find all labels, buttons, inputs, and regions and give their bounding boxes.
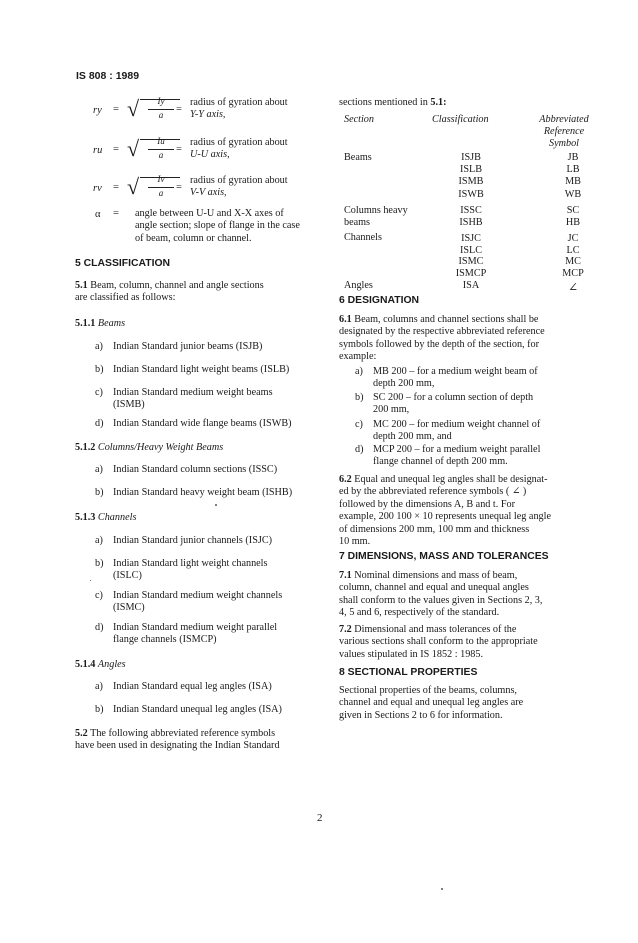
list-item: b) Indian Standard heavy weight beam (ISHB) [95, 487, 293, 498]
radical-sign: √ [127, 136, 140, 161]
symbol-alpha: α [95, 209, 101, 220]
table-intro: sections mentioned in 5.1: [339, 97, 447, 108]
radical-sign: √ [127, 174, 140, 199]
symbol-ry: ry [93, 105, 102, 116]
section-heading-designation: 6 DESIGNATION [339, 295, 420, 306]
subsection-5-1-1: 5.1.1 Beams [75, 318, 126, 329]
table-row-section: Beams [344, 152, 372, 163]
symbol-rv-description: radius of gyration about V-V axis, [190, 175, 288, 199]
paragraph-7-1: 7.1 Nominal dimensions and mass of beam, column, channel and equal and unequal angles shall conform to the values given in Sections 2, 3, 4, 5 and 6, respectively of the standard. [339, 570, 543, 619]
paragraph-7-2: 7.2 Dimensional and mass tolerances of the various sections shall conform to the appropriate values stipulated in IS 1852 : 1985. [339, 624, 538, 660]
subsection-5-1-4: 5.1.4 Angles [75, 659, 126, 670]
table-header-abbrev: Abbreviated Reference Symbol [539, 114, 589, 150]
table-header-section: Section [344, 114, 374, 125]
section-heading-dimensions: 7 DIMENSIONS, MASS AND TOLERANCES [339, 551, 549, 562]
table-row-section: Channels [344, 232, 382, 243]
symbol-alpha-description: angle between U-U and X-X axes of angle section; slope of flange in the case of beam, column or channel. [135, 208, 300, 244]
symbol-ru-description: radius of gyration about U-U axis, [190, 137, 288, 161]
list-item: a) Indian Standard column sections (ISSC) [95, 464, 278, 475]
section-heading-classification: 5 CLASSIFICATION [75, 258, 171, 269]
fraction-denominator: a [158, 188, 164, 198]
symbol-rv: rv [93, 183, 102, 194]
table-row-section: Columns heavy beams [344, 205, 408, 228]
symbol-ru: ru [93, 145, 103, 156]
list-item: a) Indian Standard junior beams (ISJB) [95, 341, 263, 352]
list-item: a) Indian Standard junior channels (ISJC) [95, 535, 273, 546]
table-row-symbol: SC HB [565, 205, 581, 229]
table-row-symbol: JC LC MC MCP [562, 233, 584, 279]
fraction-numerator: Iv [157, 174, 165, 184]
list-item: d) Indian Standard wide flange beams (ISWB) [95, 418, 292, 429]
scan-speck [90, 580, 91, 581]
list-item: d) Indian Standard medium weight parallel flange channels (ISMCP) [95, 622, 278, 646]
paragraph-5-1: 5.1 Beam, column, channel and angle sections are classified as follows: [75, 280, 264, 304]
subsection-5-1-3: 5.1.3 Channels [75, 512, 137, 523]
fraction-denominator: a [158, 150, 164, 160]
scan-speck [441, 888, 443, 890]
subsection-5-1-2: 5.1.2 Columns/Heavy Weight Beams [75, 442, 224, 453]
list-item: d) MCP 200 – for a medium weight parallel flange channel of depth 200 mm. [355, 444, 541, 468]
list-item: c) MC 200 – for medium weight channel of depth 200 mm, and [355, 419, 541, 443]
paragraph-6-1: 6.1 Beam, columns and channel sections shall be designated by the respective abbreviated reference symbols followed by the depth of the section, for example: [339, 314, 545, 363]
angle-symbol-icon: ∠ [567, 280, 579, 294]
paragraph-5-2: 5.2 The following abbreviated reference symbols have been used in designating the Indian Standard [75, 728, 280, 752]
table-row-classification: ISJB ISLB ISMB ISWB [458, 152, 484, 200]
equals-sign: = [113, 104, 119, 115]
list-item: b) Indian Standard unequal leg angles (ISA) [95, 704, 282, 715]
list-item: b) Indian Standard light weight channels (ISLC) [95, 558, 268, 582]
fraction-numerator: Iy [157, 96, 165, 106]
list-item: a) Indian Standard equal leg angles (ISA) [95, 681, 272, 692]
table-row-classification: ISSC ISHB [459, 205, 483, 229]
table-header-classification: Classification [432, 114, 489, 125]
paragraph-6-2: 6.2 Equal and unequal leg angles shall be designat- ed by the abbreviated reference symbols ( ∠ ) followed by the dimensions A, B and t. For example, 200 100 × 10 represents unequal leg angle of dimensions 200 mm, 100 mm and thickness 10 mm. [339, 474, 551, 548]
section-heading-sectional-properties: 8 SECTIONAL PROPERTIES [339, 667, 478, 678]
list-item: c) Indian Standard medium weight beams (ISMB) [95, 387, 273, 411]
table-row-classification: ISJC ISLC ISMC ISMCP [455, 233, 487, 279]
list-item: a) MB 200 – for a medium weight beam of depth 200 mm, [355, 366, 538, 390]
document-id: IS 808 : 1989 [76, 70, 140, 82]
fraction-denominator: a [158, 110, 164, 120]
list-item: b) Indian Standard light weight beams (ISLB) [95, 364, 290, 375]
page-number: 2 [317, 812, 323, 824]
list-item: b) SC 200 – for a column section of depth 200 mm, [355, 392, 534, 416]
fraction-numerator: Iu [157, 136, 165, 146]
table-row-section: Angles [344, 280, 373, 291]
symbol-ry-description: radius of gyration about Y-Y axis, [190, 97, 288, 121]
paragraph-8: Sectional properties of the beams, columns, channel and equal and unequal leg angles are given in Sections 2 to 6 for information. [339, 685, 524, 721]
radical-sign: √ [127, 96, 140, 121]
scan-speck [215, 504, 217, 506]
table-row-symbol: JB LB MB WB [564, 152, 582, 200]
list-item: c) Indian Standard medium weight channels (ISMC) [95, 590, 283, 614]
table-row-classification: ISA [462, 280, 480, 291]
